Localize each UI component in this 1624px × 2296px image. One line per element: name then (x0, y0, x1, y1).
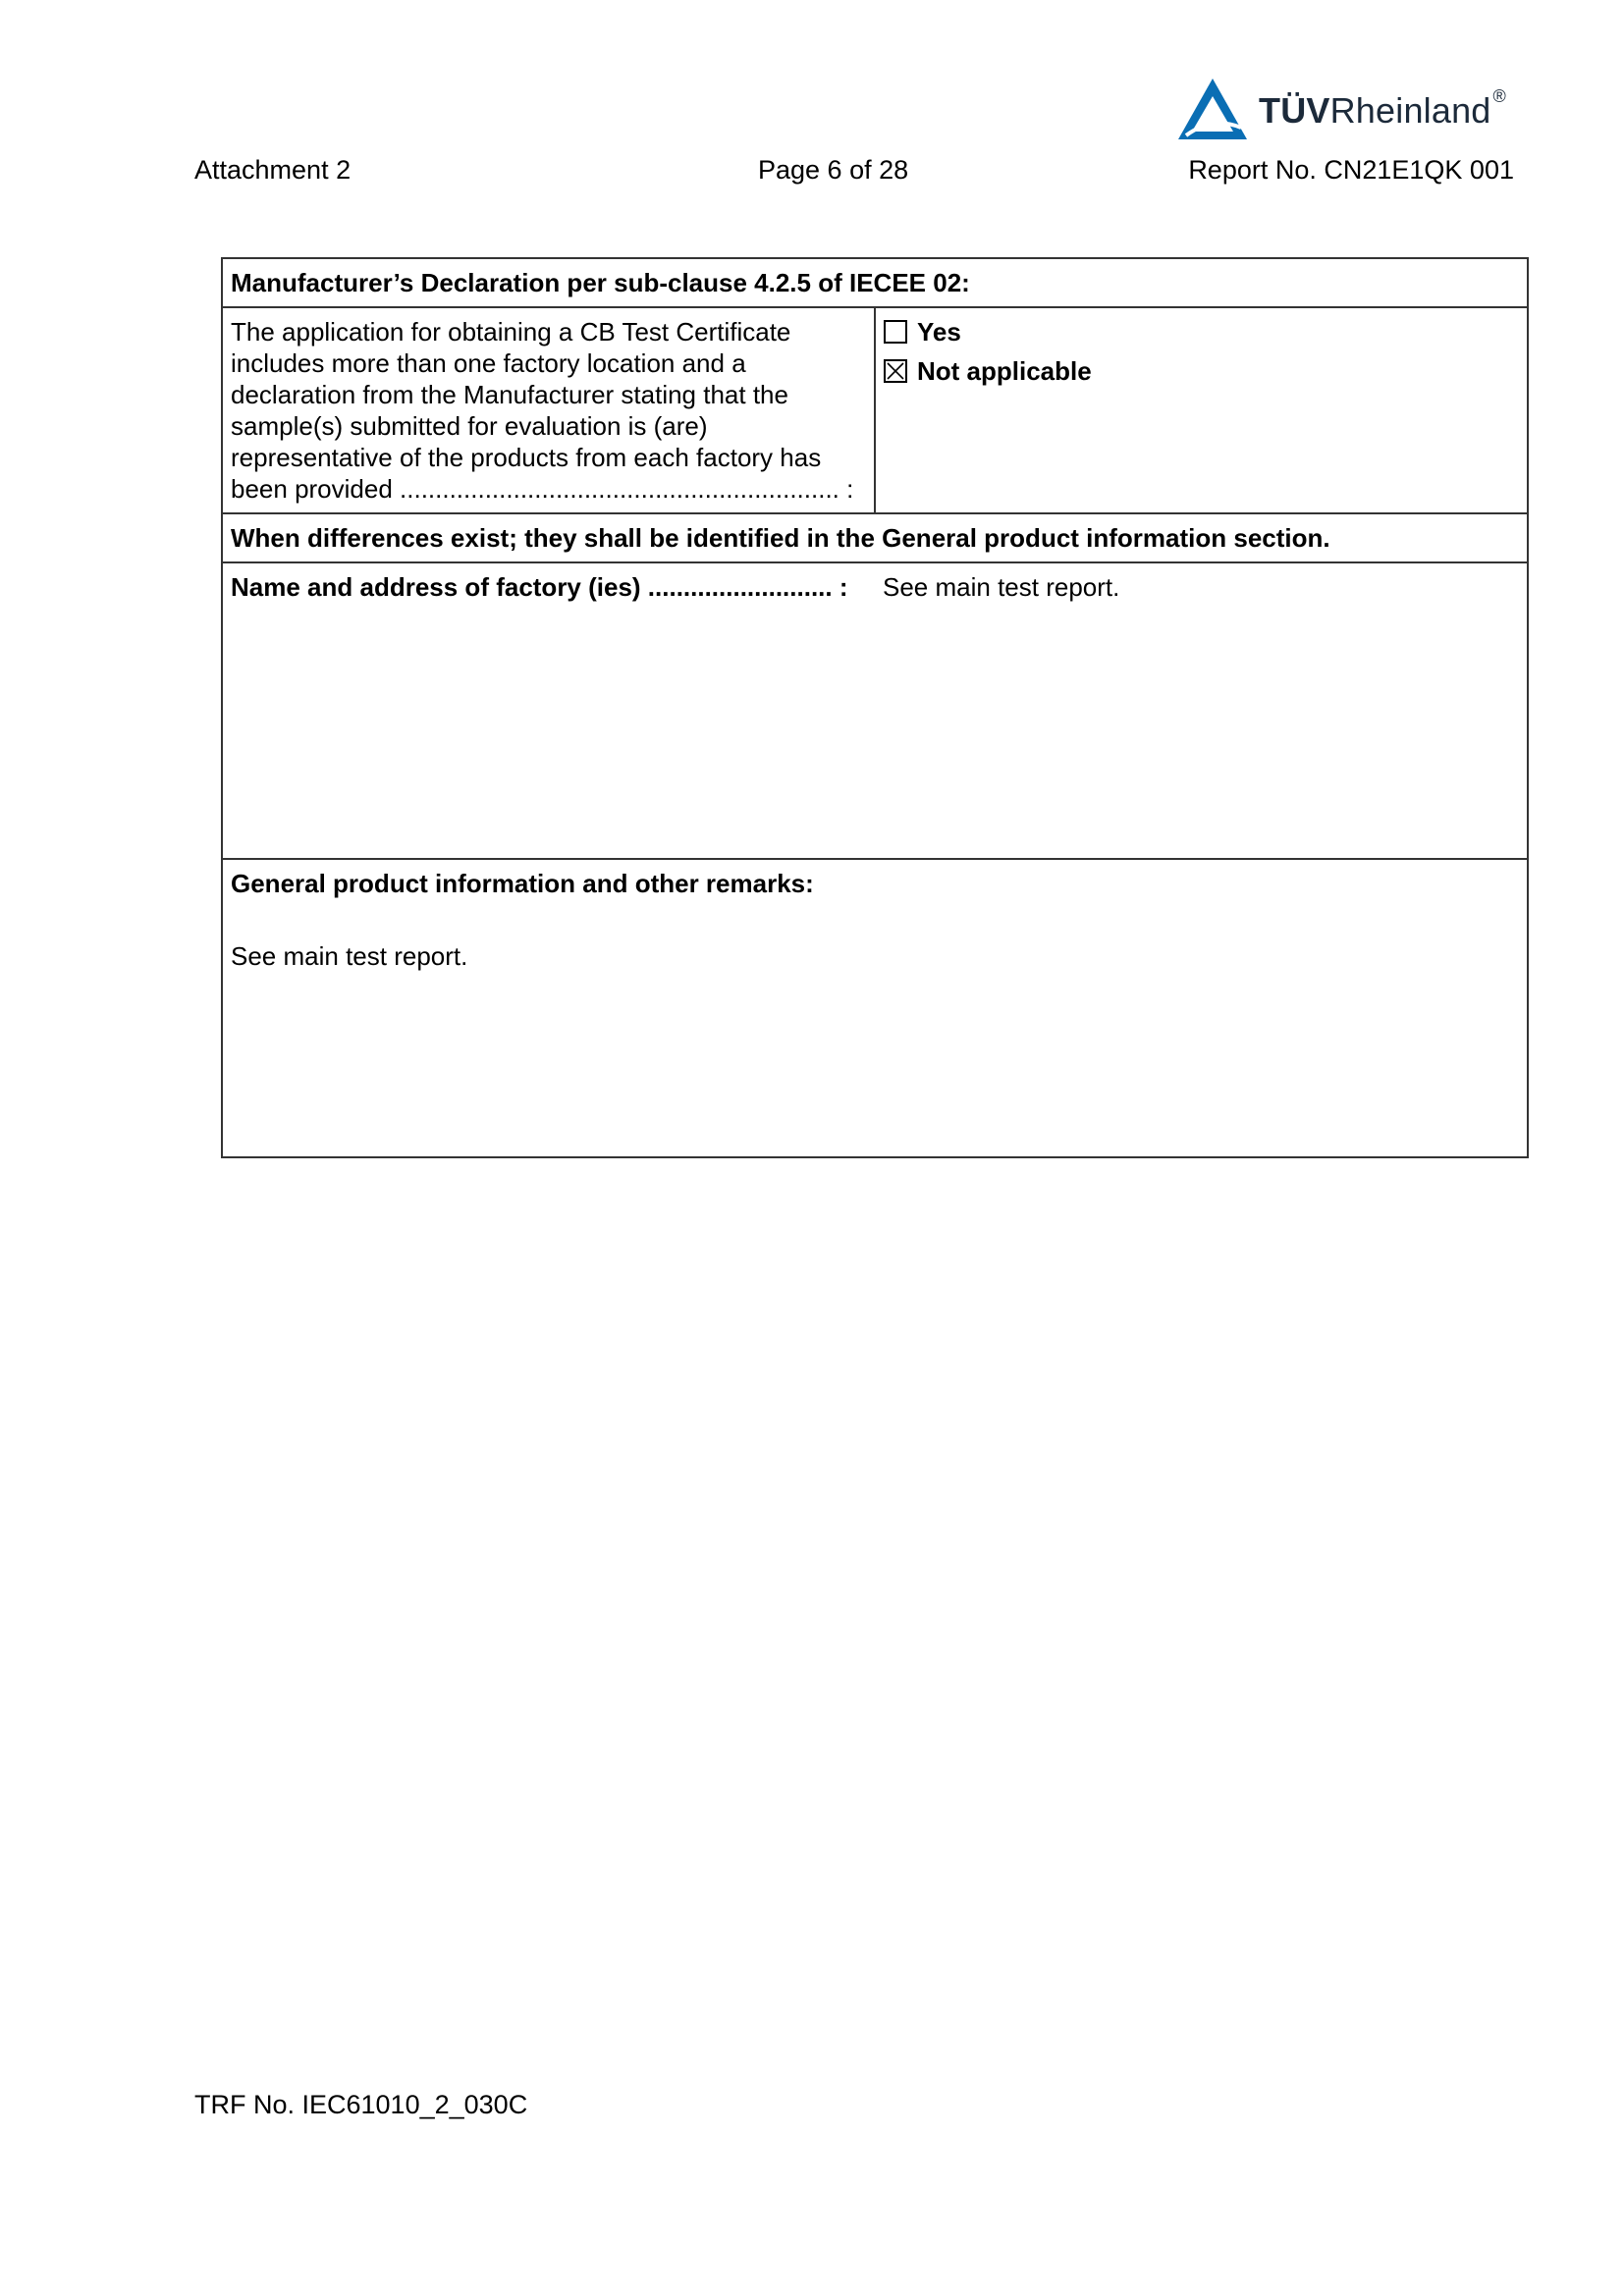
general-info-title: General product information and other remarks: (231, 869, 814, 898)
question-line: includes more than one factory location and a (231, 348, 746, 378)
factory-label: Name and address of factory (ies) .......................... : (231, 572, 848, 602)
option-yes[interactable] (884, 316, 1519, 347)
option-label: Not applicable (917, 356, 1092, 386)
option-not-applicable[interactable] (884, 355, 1519, 387)
attachment-label: Attachment 2 (194, 155, 352, 185)
question-line: been provided .............................................................. : (231, 474, 854, 504)
option-label: Yes (917, 317, 961, 347)
declaration-title-row (222, 258, 1528, 307)
general-info-value: See main test report. (231, 941, 468, 971)
general-info-row (222, 859, 1528, 1157)
checkbox-unchecked-icon[interactable] (884, 320, 907, 344)
question-line: representative of the products from each factory has (231, 443, 822, 472)
trf-number: TRF No. IEC61010_2_030C (194, 2090, 528, 2119)
page-number: Page 6 of 28 (758, 155, 909, 185)
declaration-question-row (222, 307, 1528, 513)
factory-row (222, 562, 1528, 859)
declaration-title: Manufacturer’s Declaration per sub-clause 4.2.5 of IECEE 02: (222, 258, 1528, 307)
question-line: sample(s) submitted for evaluation is (are) (231, 411, 708, 441)
factory-value: See main test report. (883, 572, 1120, 602)
factory-cell (222, 562, 1528, 859)
tuv-rheinland-logo (1176, 77, 1530, 145)
report-number: Report No. CN21E1QK 001 (1188, 155, 1514, 185)
differences-note: When differences exist; they shall be identified in the General product information section. (222, 513, 1528, 562)
general-info-cell (222, 859, 1528, 1157)
question-line: The application for obtaining a CB Test Certificate (231, 317, 791, 347)
logo-wordmark: TÜVRheinland ® (1259, 86, 1507, 131)
declaration-options (875, 307, 1528, 513)
manufacturer-declaration-table (221, 257, 1529, 1158)
tuv-triangle-icon (1176, 77, 1249, 141)
declaration-question (222, 307, 875, 513)
question-line: declaration from the Manufacturer stating that the (231, 380, 788, 409)
checkbox-crossed-icon[interactable] (884, 359, 907, 383)
differences-row (222, 513, 1528, 562)
